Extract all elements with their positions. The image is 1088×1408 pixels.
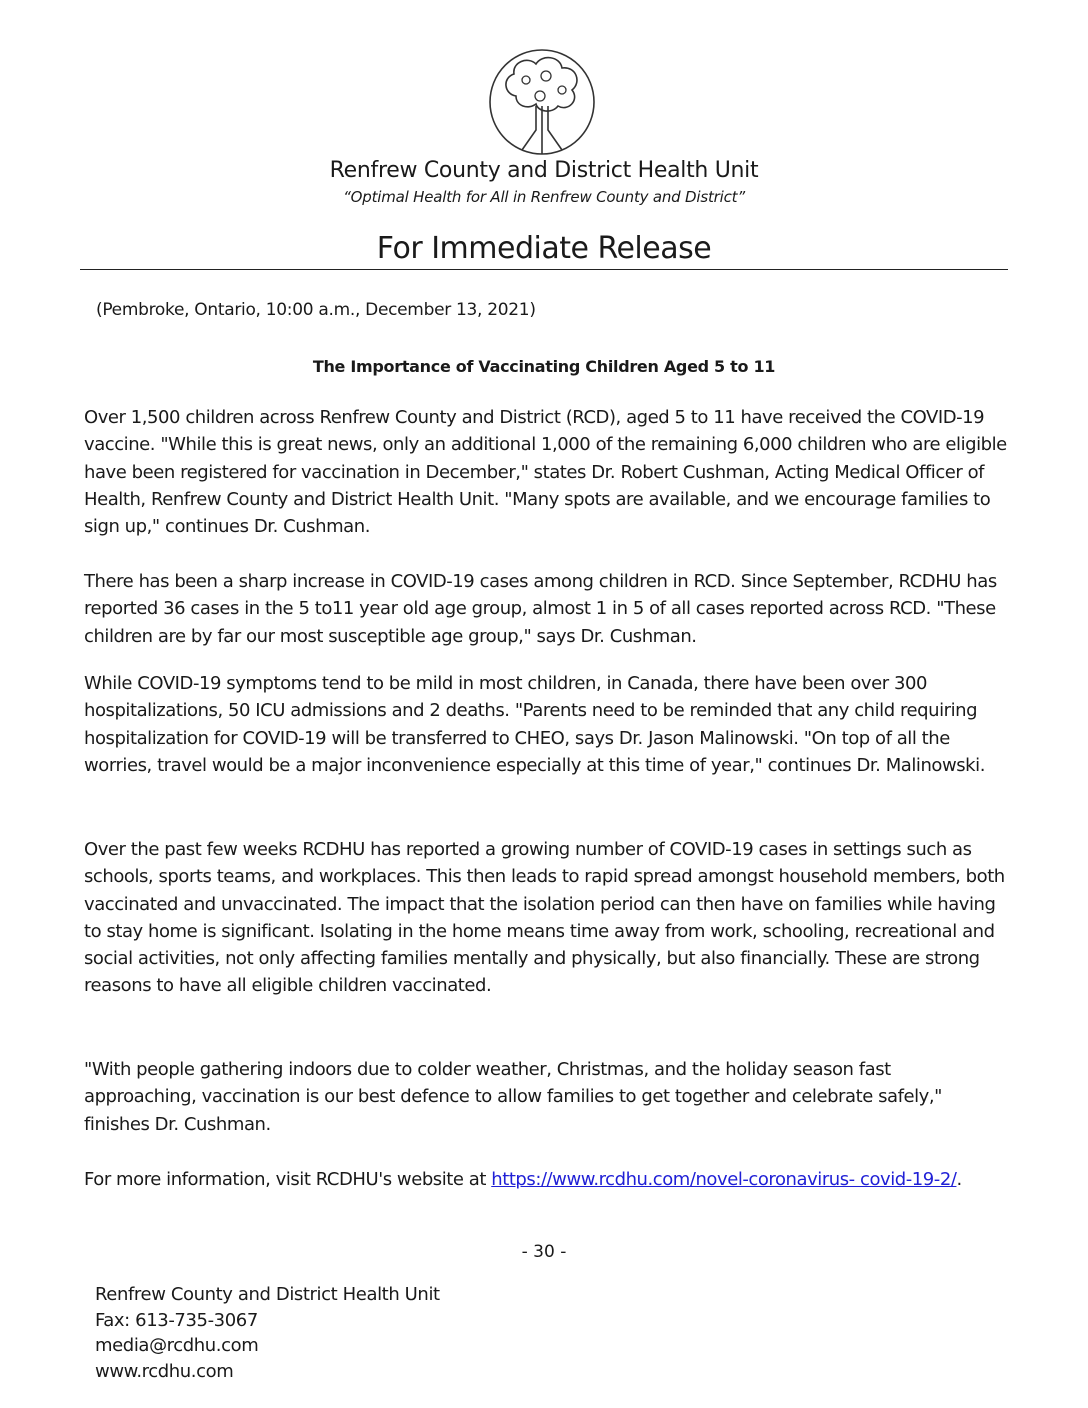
contact-email: media@rcdhu.com [95,1335,259,1356]
paragraph-4: Over the past few weeks RCDHU has reported a growing number of COVID-19 cases in settings such as schools, sports teams, and workplaces. This then leads to rapid spread amongst household members, both vaccinated and unvaccinated. The impact that the isolation period can then have on families while having to stay home is significant. Isolating in the home means time away from work, schooling, recreational and social activities, not only affecting families mentally and physically, but also financially. These are strong reasons to have all eligible children vaccinated. [84,839,1005,997]
contact-block [95,1282,440,1384]
tree-logo-icon [486,46,598,158]
paragraph-3: While COVID-19 symptoms tend to be mild in most children, in Canada, there have been over 300 hospitalizations, 50 ICU admissions and 2 deaths. "Parents need to be reminded that any child requiring hospitalization for COVID-19 will be transferred to CHEO, says Dr. Jason Malinowski. "On top of all the worries, travel would be a major inconvenience especially at this time of year," continues Dr. Malinowski. [84,673,985,776]
more-info-paragraph [84,1166,1008,1193]
dateline: (Pembroke, Ontario, 10:00 a.m., December 13, 2021) [96,300,536,320]
more-info-prefix: For more information, visit RCDHU's website at [84,1169,492,1190]
paragraph-1: Over 1,500 children across Renfrew County and District (RCD), aged 5 to 11 have received the COVID-19 vaccine. "While this is great news, only an additional 1,000 of the remaining 6,000 children who are eligible have been registered for vaccination in December," states Dr. Robert Cushman, Acting Medical Officer of Health, Renfrew County and District Health Unit. "Many spots are available, and we encourage families to sign up," continues Dr. Cushman. [84,407,1007,538]
article-title: The Importance of Vaccinating Children Aged 5 to 11 [312,357,776,376]
website-link[interactable]: https://www.rcdhu.com/novel-coronavirus- covid-19-2/ [491,1169,957,1190]
org-motto: “Optimal Health for All in Renfrew County and District” [343,188,745,206]
more-info-suffix: . [956,1169,962,1190]
release-heading: For Immediate Release [376,231,712,266]
divider [80,269,1008,270]
contact-website: www.rcdhu.com [95,1360,234,1382]
paragraph-5: "With people gathering indoors due to colder weather, Christmas, and the holiday season fast approaching, vaccination is our best defence to allow families to get together and celebrate safely," finishes Dr. Cushman. [84,1059,942,1135]
contact-org: Renfrew County and District Health Unit [95,1284,440,1305]
org-name: Renfrew County and District Health Unit [329,158,759,183]
logo [486,46,598,158]
paragraph-2: There has been a sharp increase in COVID-19 cases among children in RCD. Since September, RCDHU has reported 36 cases in the 5 to11 year old age group, almost 1 in 5 of all cases reported across RCD. "These children are by far our most susceptible age group," says Dr. Cushman. [84,571,997,647]
page-number: - 30 - [521,1242,567,1262]
contact-fax: Fax: 613-735-3067 [95,1309,258,1331]
